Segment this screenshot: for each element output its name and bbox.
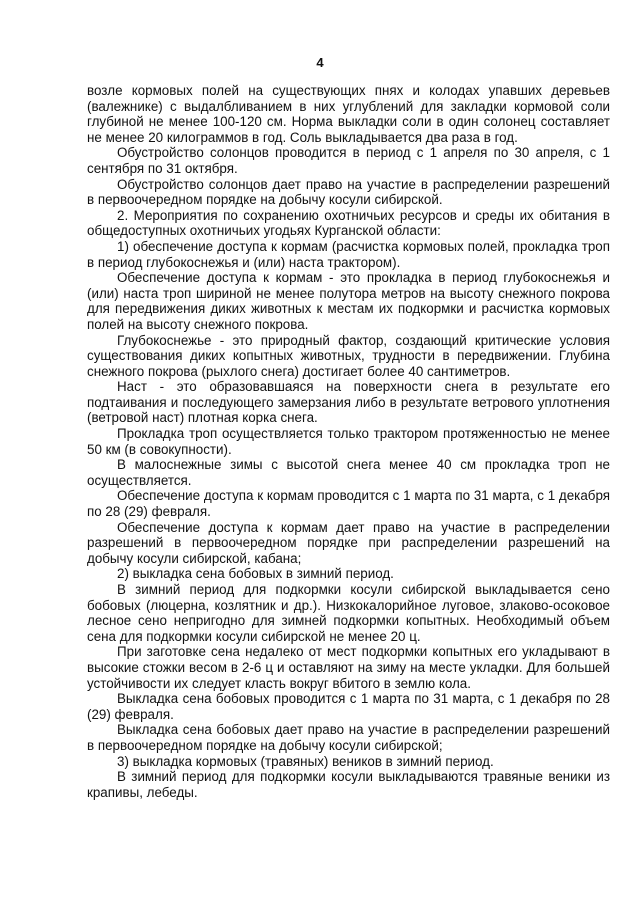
paragraph: возле кормовых полей на существующих пнях и колодах упавших деревьев (валежнике) с выдалбливанием в них углублений для закладки кормовой соли глубиной не менее 100-120 см. Норма выкладки соли в один солонец составляет не менее 20 килограммов в год. Соль выкладывается два раза в год.: [87, 83, 610, 145]
paragraph: Глубокоснежье - это природный фактор, создающий критические условия существования диких копытных животных, трудности в передвижении. Глубина снежного покрова (рыхлого снега) достигает более 40 сантиметров.: [87, 332, 610, 379]
paragraph: В зимний период для подкормки косули выкладываются травяные веники из крапивы, лебеды.: [87, 769, 610, 800]
paragraph: Обустройство солонцов проводится в период с 1 апреля по 30 апреля, с 1 сентября по 31 октября.: [87, 145, 610, 176]
paragraph: Выкладка сена бобовых проводится с 1 марта по 31 марта, с 1 декабря по 28 (29) февраля.: [87, 691, 610, 722]
paragraph: Выкладка сена бобовых дает право на участие в распределении разрешений в первоочередном порядке на добычу косули сибирской;: [87, 722, 610, 753]
paragraph: 1) обеспечение доступа к кормам (расчистка кормовых полей, прокладка троп в период глубокоснежья и (или) наста трактором).: [87, 238, 610, 270]
paragraph: Обеспечение доступа к кормам дает право на участие в распределении разрешений в первоочередном порядке при распределении разрешений на добычу косули сибирской, кабана;: [87, 519, 610, 566]
paragraph: 2) выкладка сена бобовых в зимний период.: [117, 566, 394, 582]
paragraph: Наст - это образовавшаяся на поверхности снега в результате его подтаивания и последующего замерзания либо в результате ветрового уплотнения (ветровой наст) плотная корка снега.: [87, 379, 610, 426]
paragraph: Обеспечение доступа к кормам - это прокладка в период глубокоснежья и (или) наста троп шириной не менее полутора метров на высоту снежного покрова для передвижения диких животных к местам их подкормки и расчистка кормовых полей на высоту снежного покрова.: [87, 270, 610, 332]
paragraph: В зимний период для подкормки косули сибирской выкладывается сено бобовых (люцерна, козлятник и др.). Низкокалорийное луговое, злаково-осоковое лесное сено непригодно для зимней подкормки копытных. Необходимый объем сена для подкормки косули сибирской не менее 20 ц.: [87, 582, 610, 644]
paragraph: Обеспечение доступа к кормам проводится с 1 марта по 31 марта, с 1 декабря по 28 (29) февраля.: [87, 488, 610, 520]
paragraph: В малоснежные зимы с высотой снега менее 40 см прокладка троп не осуществляется.: [87, 457, 610, 488]
paragraph: При заготовке сена недалеко от мест подкормки копытных его укладывают в высокие стожки весом в 2-6 ц и оставляют на зиму на месте укладки. Для большей устойчивости их следует класть вокруг вбитого в землю кола.: [87, 644, 610, 691]
page-number: 4: [316, 55, 324, 70]
paragraph: 3) выкладка кормовых (травяных) веников в зимний период.: [117, 753, 494, 769]
paragraph: Прокладка троп осуществляется только трактором протяженностью не менее 50 км (в совокупности).: [87, 426, 610, 457]
document-body: [87, 83, 610, 800]
paragraph: 2. Мероприятия по сохранению охотничьих ресурсов и среды их обитания в общедоступных охотничьих угодьях Курганской области:: [87, 207, 610, 239]
paragraph: Обустройство солонцов дает право на участие в распределении разрешений в первоочередном порядке на добычу косули сибирской.: [87, 176, 610, 208]
